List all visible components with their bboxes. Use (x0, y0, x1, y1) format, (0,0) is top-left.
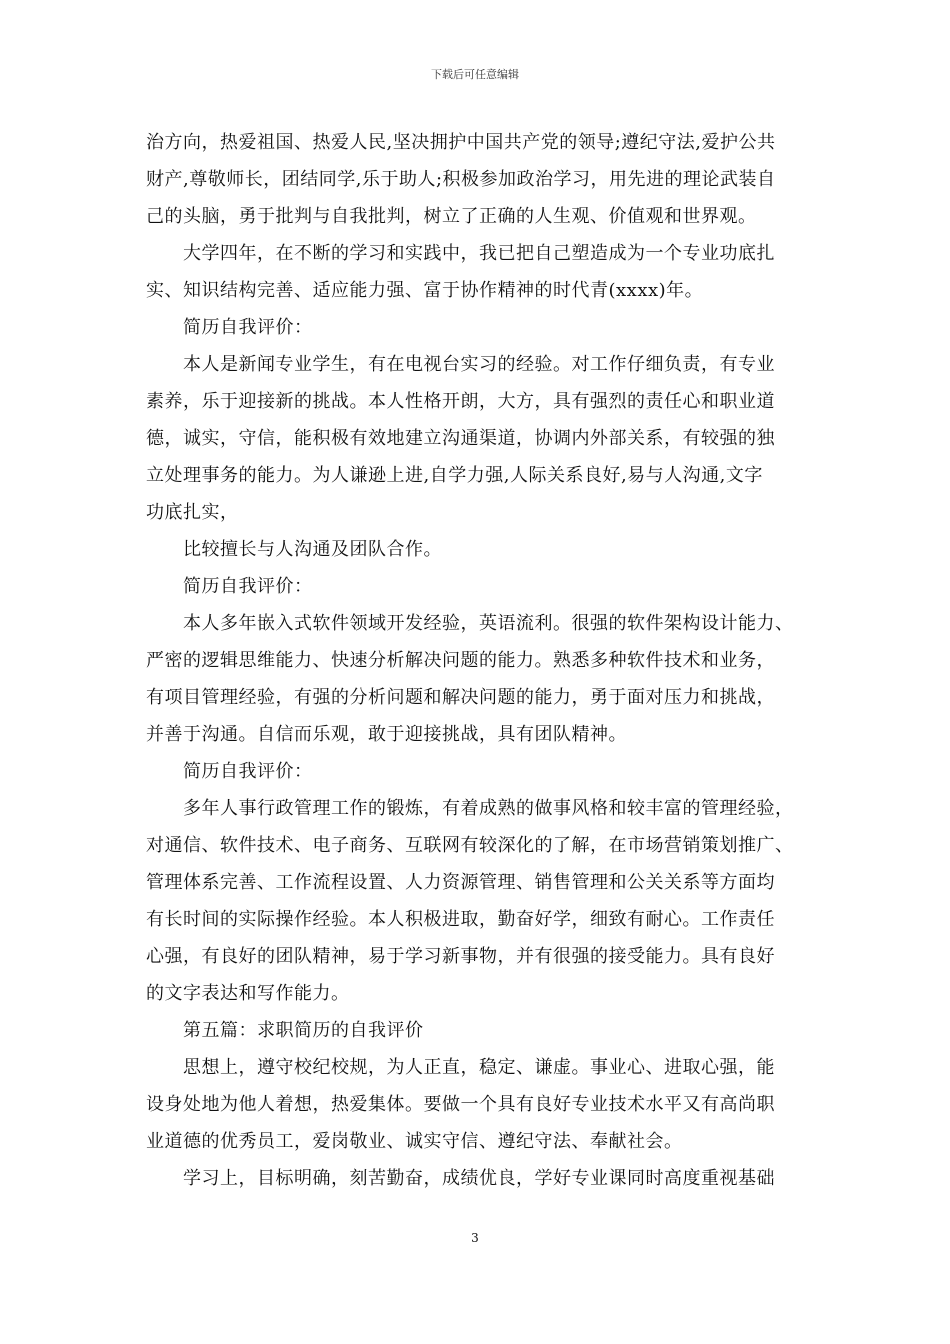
paragraph-first-line: 学习上，目标明确，刻苦勤奋，成绩优良，学好专业课同时高度重视基础 (183, 1168, 775, 1189)
text-line: 功底扎实， (146, 502, 239, 523)
text-line: 立处理事务的能力。为人谦逊上进,自学力强,人际关系良好,易与人沟通,文字 (146, 465, 763, 486)
text-line: 实、知识结构完善、适应能力强、富于协作精神的时代青(xxxx)年。 (146, 280, 704, 301)
text-line: 心强，有良好的团队精神，易于学习新事物，并有很强的接受能力。具有良好 (146, 946, 775, 967)
text-line: 有长时间的实际操作经验。本人积极进取，勤奋好学，细致有耐心。工作责任 (146, 909, 775, 930)
text-line: 财产,尊敬师长，团结同学,乐于助人;积极参加政治学习，用先进的理论武装自 (146, 169, 776, 190)
paragraph-first-line: 多年人事行政管理工作的锻炼，有着成熟的做事风格和较丰富的管理经验， (183, 798, 794, 819)
text-line: 治方向，热爱祖国、热爱人民,坚决拥护中国共产党的领导;遵纪守法,爱护公共 (146, 132, 776, 153)
text-line: 设身处地为他人着想，热爱集体。要做一个具有良好专业技术水平又有高尚职 (146, 1094, 775, 1115)
text-line: 严密的逻辑思维能力、快速分析解决问题的能力。熟悉多种软件技术和业务， (146, 650, 775, 671)
text-line: 管理体系完善、工作流程设置、人力资源管理、销售管理和公关关系等方面均 (146, 872, 775, 893)
text-line: 对通信、软件技术、电子商务、互联网有较深化的了解，在市场营销策划推广、 (146, 835, 794, 856)
section-heading: 简历自我评价： (183, 761, 313, 782)
paragraph-first-line: 本人多年嵌入式软件领域开发经验，英语流利。很强的软件架构设计能力、 (183, 613, 794, 634)
page-header: 下载后可任意编辑 (431, 68, 519, 81)
section-heading: 简历自我评价： (183, 317, 313, 338)
text-line: 业道德的优秀员工，爱岗敬业、诚实守信、遵纪守法、奉献社会。 (146, 1131, 683, 1152)
section-heading: 简历自我评价： (183, 576, 313, 597)
text-line: 的文字表达和写作能力。 (146, 983, 350, 1004)
text-line: 有项目管理经验，有强的分析问题和解决问题的能力，勇于面对压力和挑战， (146, 687, 775, 708)
text-line: 素养，乐于迎接新的挑战。本人性格开朗，大方，具有强烈的责任心和职业道 (146, 391, 775, 412)
text-line: 德，诚实，守信，能积极有效地建立沟通渠道，协调内外部关系，有较强的独 (146, 428, 775, 449)
paragraph-first-line: 大学四年，在不断的学习和实践中，我已把自己塑造成为一个专业功底扎 (183, 243, 775, 264)
paragraph-first-line: 思想上，遵守校纪校规，为人正直，稳定、谦虚。事业心、进取心强，能 (183, 1057, 775, 1078)
text-line: 并善于沟通。自信而乐观，敢于迎接挑战，具有团队精神。 (146, 724, 627, 745)
paragraph-first-line: 比较擅长与人沟通及团队合作。 (183, 539, 442, 560)
text-line: 己的头脑，勇于批判与自我批判，树立了正确的人生观、价值观和世界观。 (146, 206, 757, 227)
section-heading: 第五篇：求职简历的自我评价 (183, 1020, 424, 1041)
paragraph-first-line: 本人是新闻专业学生，有在电视台实习的经验。对工作仔细负责，有专业 (183, 354, 775, 375)
document-body (146, 124, 826, 1197)
page-number: 3 (471, 1231, 479, 1245)
